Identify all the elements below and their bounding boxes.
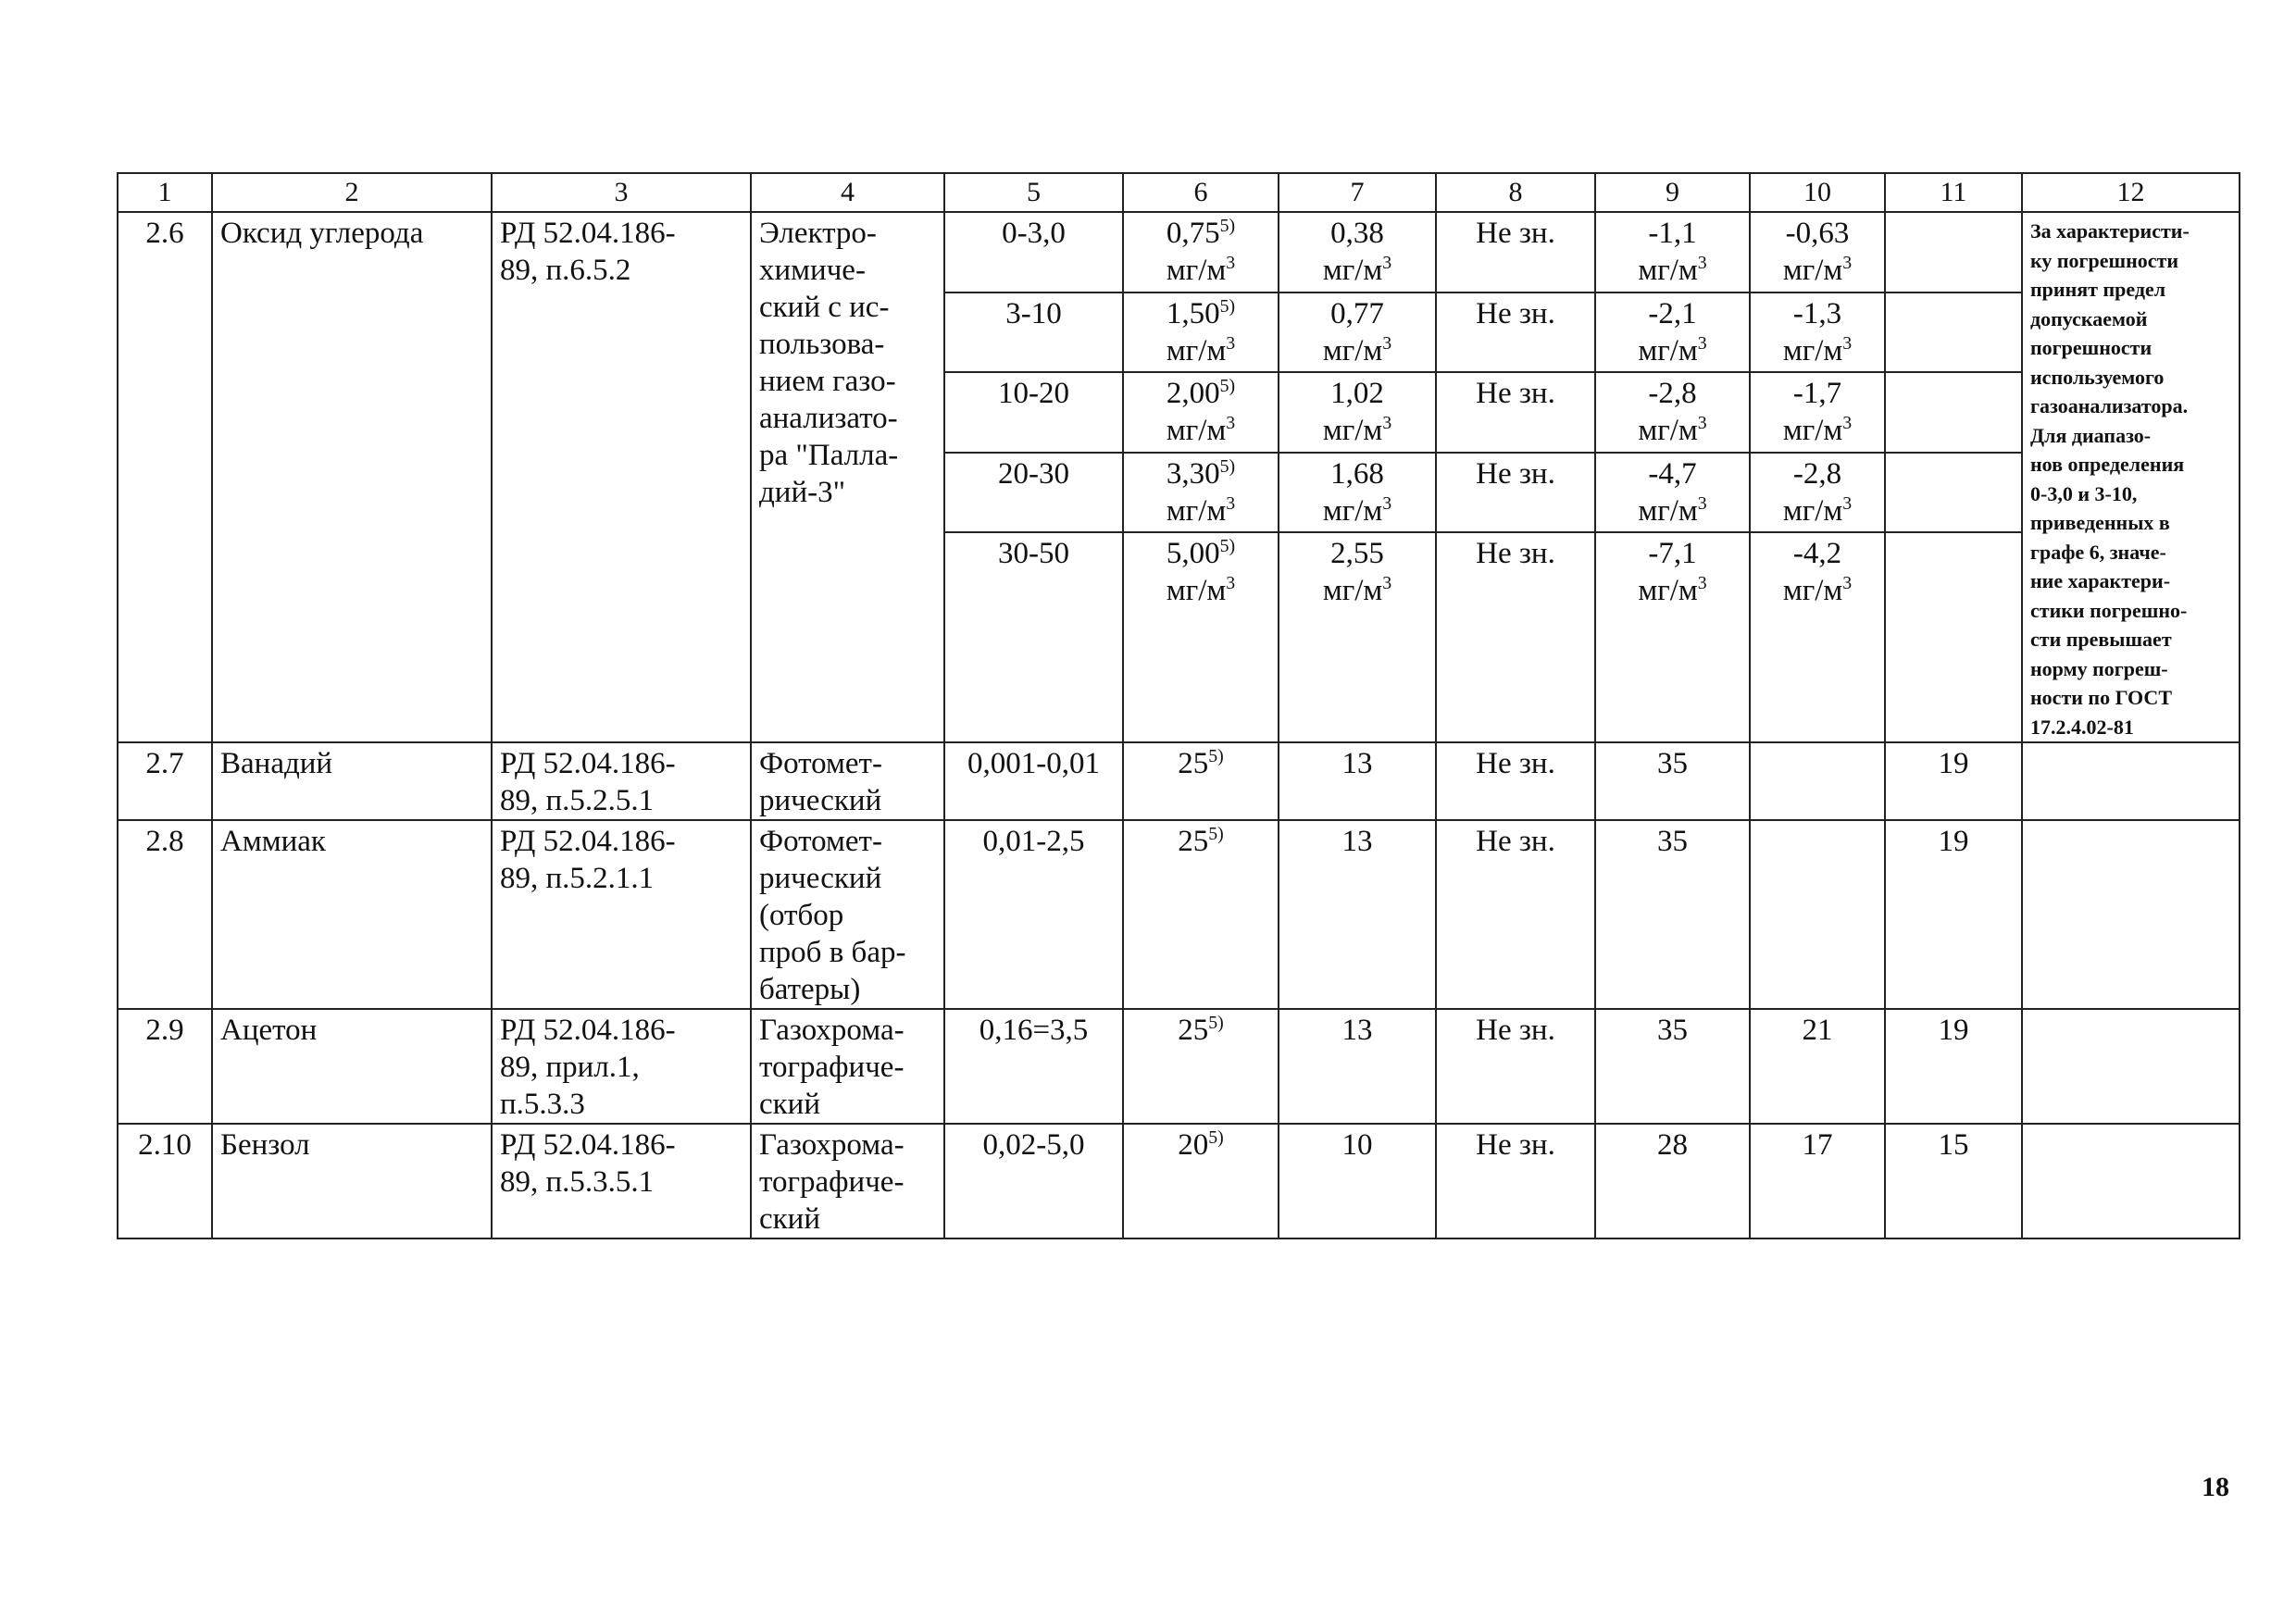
note-cell	[2022, 1124, 2240, 1238]
column-header: 12	[2022, 173, 2240, 212]
unit-exponent: 3	[1842, 492, 1853, 514]
error-char-cell	[1123, 292, 1279, 373]
unit-exponent: 3	[1382, 332, 1392, 354]
value-cell	[1595, 532, 1750, 742]
value-cell: Не зн.	[1436, 742, 1595, 820]
method-description: Газохрома- тографиче- ский	[751, 1124, 944, 1238]
range-cell: 30-50	[944, 532, 1123, 742]
value-cell	[1750, 820, 1885, 1009]
value-cell	[1595, 292, 1750, 373]
value-cell: 35	[1595, 1009, 1750, 1124]
unit-exponent: 3	[1382, 492, 1392, 514]
value-cell	[1750, 292, 1885, 373]
range-cell: 0,01-2,5	[944, 820, 1123, 1009]
value-cell: Не зн.	[1436, 292, 1595, 373]
unit: мг/м	[1782, 414, 1843, 448]
error-char-cell	[1123, 532, 1279, 742]
value-cell: 15	[1885, 1124, 2022, 1238]
footnote-mark: 5)	[1219, 295, 1236, 317]
unit-exponent: 3	[1226, 253, 1236, 273]
value: -4,7	[1648, 456, 1697, 491]
table-row	[118, 820, 2240, 1009]
value: 2,00	[1166, 377, 1220, 411]
value-cell: 17	[1750, 1124, 1885, 1238]
value-cell: 35	[1595, 820, 1750, 1009]
value: 1,02	[1330, 377, 1384, 411]
column-number-row	[118, 173, 2240, 212]
range-cell: 3-10	[944, 292, 1123, 373]
value-cell	[1885, 212, 2022, 292]
unit: мг/м	[1782, 333, 1843, 367]
value-cell	[1750, 532, 1885, 742]
method-description: Газохрома- тографиче- ский	[751, 1009, 944, 1124]
unit: мг/м	[1322, 493, 1383, 528]
row-number: 2.10	[118, 1124, 212, 1238]
unit: мг/м	[1638, 414, 1698, 448]
unit-exponent: 3	[1842, 573, 1853, 594]
value-cell: 13	[1279, 820, 1436, 1009]
unit-exponent: 3	[1382, 573, 1392, 594]
value-cell	[1750, 372, 1885, 453]
unit-exponent: 3	[1697, 413, 1707, 434]
unit: мг/м	[1322, 254, 1383, 287]
value: -0,63	[1785, 217, 1850, 250]
value-cell	[1279, 453, 1436, 533]
substance-name: Аммиак	[212, 820, 492, 1009]
error-char-cell	[1123, 372, 1279, 453]
document-reference: РД 52.04.186- 89, п.5.3.5.1	[492, 1124, 751, 1238]
value: 0,75	[1166, 217, 1220, 250]
row-number: 2.9	[118, 1009, 212, 1124]
unit: мг/м	[1166, 493, 1227, 528]
value-cell: Не зн.	[1436, 453, 1595, 533]
column-header: 2	[212, 173, 492, 212]
unit: мг/м	[1166, 254, 1227, 287]
value: 25	[1178, 1014, 1209, 1047]
substance-name: Оксид углерода	[212, 212, 492, 742]
footnote-mark: 5)	[1219, 376, 1236, 397]
value: -2,8	[1648, 377, 1697, 411]
value-cell: 21	[1750, 1009, 1885, 1124]
document-reference: РД 52.04.186- 89, п.5.2.5.1	[492, 742, 751, 820]
table-body	[118, 742, 2240, 1238]
range-cell: 0,001-0,01	[944, 742, 1123, 820]
value-cell	[1279, 372, 1436, 453]
unit-exponent: 3	[1226, 332, 1236, 354]
unit: мг/м	[1638, 574, 1698, 608]
unit-exponent: 3	[1226, 413, 1236, 434]
value-cell	[1279, 292, 1436, 373]
value: -1,7	[1792, 377, 1842, 411]
value-cell: Не зн.	[1436, 532, 1595, 742]
column-header: 9	[1595, 173, 1750, 212]
value: 2,55	[1330, 537, 1384, 571]
footnote-mark: 5)	[1219, 455, 1236, 477]
value: 20	[1178, 1128, 1209, 1162]
value: -1,1	[1648, 217, 1697, 250]
range-cell: 20-30	[944, 453, 1123, 533]
unit: мг/м	[1782, 254, 1843, 287]
unit: мг/м	[1166, 574, 1227, 608]
footnote-mark: 5)	[1208, 1127, 1224, 1148]
document-reference: РД 52.04.186- 89, п.5.2.1.1	[492, 820, 751, 1009]
footnote-mark: 5)	[1208, 824, 1224, 844]
row-2-6-group	[118, 212, 2240, 742]
value-cell	[1750, 742, 1885, 820]
table-row	[118, 212, 2240, 292]
value-cell	[1885, 372, 2022, 453]
value: 0,77	[1330, 296, 1384, 330]
row-number: 2.6	[118, 212, 212, 742]
value: 1,50	[1166, 296, 1220, 330]
unit-exponent: 3	[1697, 492, 1707, 514]
row-number: 2.7	[118, 742, 212, 820]
value-cell: 13	[1279, 742, 1436, 820]
table-row	[118, 742, 2240, 820]
error-char-cell	[1123, 1009, 1279, 1124]
column-header: 1	[118, 173, 212, 212]
substance-name: Бензол	[212, 1124, 492, 1238]
value: 3,30	[1166, 456, 1220, 491]
unit-exponent: 3	[1226, 573, 1236, 594]
note-cell	[2022, 1009, 2240, 1124]
column-header: 7	[1279, 173, 1436, 212]
value-cell	[1885, 292, 2022, 373]
table-row	[118, 1009, 2240, 1124]
footnote-mark: 5)	[1219, 216, 1236, 236]
value: -7,1	[1648, 537, 1697, 571]
column-header: 11	[1885, 173, 2022, 212]
value: 5,00	[1166, 537, 1220, 571]
error-char-cell	[1123, 1124, 1279, 1238]
range-cell: 0-3,0	[944, 212, 1123, 292]
value: -4,2	[1792, 537, 1842, 571]
value: 25	[1178, 825, 1209, 858]
unit-exponent: 3	[1697, 332, 1707, 354]
method-description: Фотомет- рический	[751, 742, 944, 820]
value-cell: Не зн.	[1436, 372, 1595, 453]
unit: мг/м	[1166, 414, 1227, 448]
unit-exponent: 3	[1697, 253, 1707, 273]
value-cell: Не зн.	[1436, 1124, 1595, 1238]
error-char-cell	[1123, 820, 1279, 1009]
unit: мг/м	[1638, 493, 1698, 528]
error-char-cell	[1123, 453, 1279, 533]
range-cell: 0,02-5,0	[944, 1124, 1123, 1238]
error-char-cell	[1123, 212, 1279, 292]
column-header: 3	[492, 173, 751, 212]
footnote-mark: 5)	[1208, 1013, 1224, 1033]
value-cell: Не зн.	[1436, 1009, 1595, 1124]
value-cell: 19	[1885, 820, 2022, 1009]
column-header: 6	[1123, 173, 1279, 212]
footnote-mark: 5)	[1219, 536, 1236, 557]
value-cell	[1279, 532, 1436, 742]
value-cell	[1885, 532, 2022, 742]
unit-exponent: 3	[1382, 253, 1392, 273]
unit-exponent: 3	[1842, 413, 1853, 434]
value-cell: 28	[1595, 1124, 1750, 1238]
note-cell	[2022, 742, 2240, 820]
value: 25	[1178, 747, 1209, 780]
unit: мг/м	[1638, 333, 1698, 367]
measurement-methods-table	[117, 172, 2240, 1239]
column-header: 4	[751, 173, 944, 212]
value: -2,8	[1792, 456, 1842, 491]
unit: мг/м	[1322, 333, 1383, 367]
value-cell	[1885, 453, 2022, 533]
method-description: Фотомет- рический (отбор проб в бар- батеры)	[751, 820, 944, 1009]
footnote-mark: 5)	[1208, 746, 1224, 766]
error-char-cell	[1123, 742, 1279, 820]
value-cell	[1750, 453, 1885, 533]
unit: мг/м	[1638, 254, 1698, 287]
unit: мг/м	[1782, 493, 1843, 528]
unit: мг/м	[1322, 414, 1383, 448]
unit-exponent: 3	[1842, 253, 1853, 273]
unit-exponent: 3	[1697, 573, 1707, 594]
document-reference: РД 52.04.186- 89, п.6.5.2	[492, 212, 751, 742]
value-cell: Не зн.	[1436, 820, 1595, 1009]
value-cell: 10	[1279, 1124, 1436, 1238]
value-cell	[1750, 212, 1885, 292]
value-cell	[1279, 212, 1436, 292]
unit: мг/м	[1322, 574, 1383, 608]
value-cell: 19	[1885, 1009, 2022, 1124]
page-number: 18	[2202, 1472, 2229, 1502]
value-cell	[1595, 212, 1750, 292]
value-cell	[1595, 453, 1750, 533]
unit: мг/м	[1782, 574, 1843, 608]
value-cell: 19	[1885, 742, 2022, 820]
note-cell: За характеристи- ку погрешности принят предел допускаемой погрешности используемого газоанализатора. Для диапазо- нов определения 0-3,0 и 3-10, приведенных в графе 6, значе- ние характери- стики погрешно- сти превышает норму погреш- ности по ГОСТ 17.2.4.02-81	[2022, 212, 2240, 742]
value-cell: 13	[1279, 1009, 1436, 1124]
substance-name: Ацетон	[212, 1009, 492, 1124]
column-header: 10	[1750, 173, 1885, 212]
column-header: 5	[944, 173, 1123, 212]
unit: мг/м	[1166, 333, 1227, 367]
method-description: Электро- химиче- ский с ис- пользова- нием газо- анализато- ра "Палла- дий-3"	[751, 212, 944, 742]
unit-exponent: 3	[1382, 413, 1392, 434]
value: -1,3	[1792, 296, 1842, 330]
substance-name: Ванадий	[212, 742, 492, 820]
value: 1,68	[1330, 456, 1384, 491]
unit-exponent: 3	[1842, 332, 1853, 354]
unit-exponent: 3	[1226, 492, 1236, 514]
value-cell	[1595, 372, 1750, 453]
range-cell: 0,16=3,5	[944, 1009, 1123, 1124]
document-reference: РД 52.04.186- 89, прил.1, п.5.3.3	[492, 1009, 751, 1124]
column-header: 8	[1436, 173, 1595, 212]
value: -2,1	[1648, 296, 1697, 330]
row-number: 2.8	[118, 820, 212, 1009]
range-cell: 10-20	[944, 372, 1123, 453]
value-cell: Не зн.	[1436, 212, 1595, 292]
table-row	[118, 1124, 2240, 1238]
value: 0,38	[1330, 217, 1384, 250]
note-cell	[2022, 820, 2240, 1009]
value-cell: 35	[1595, 742, 1750, 820]
